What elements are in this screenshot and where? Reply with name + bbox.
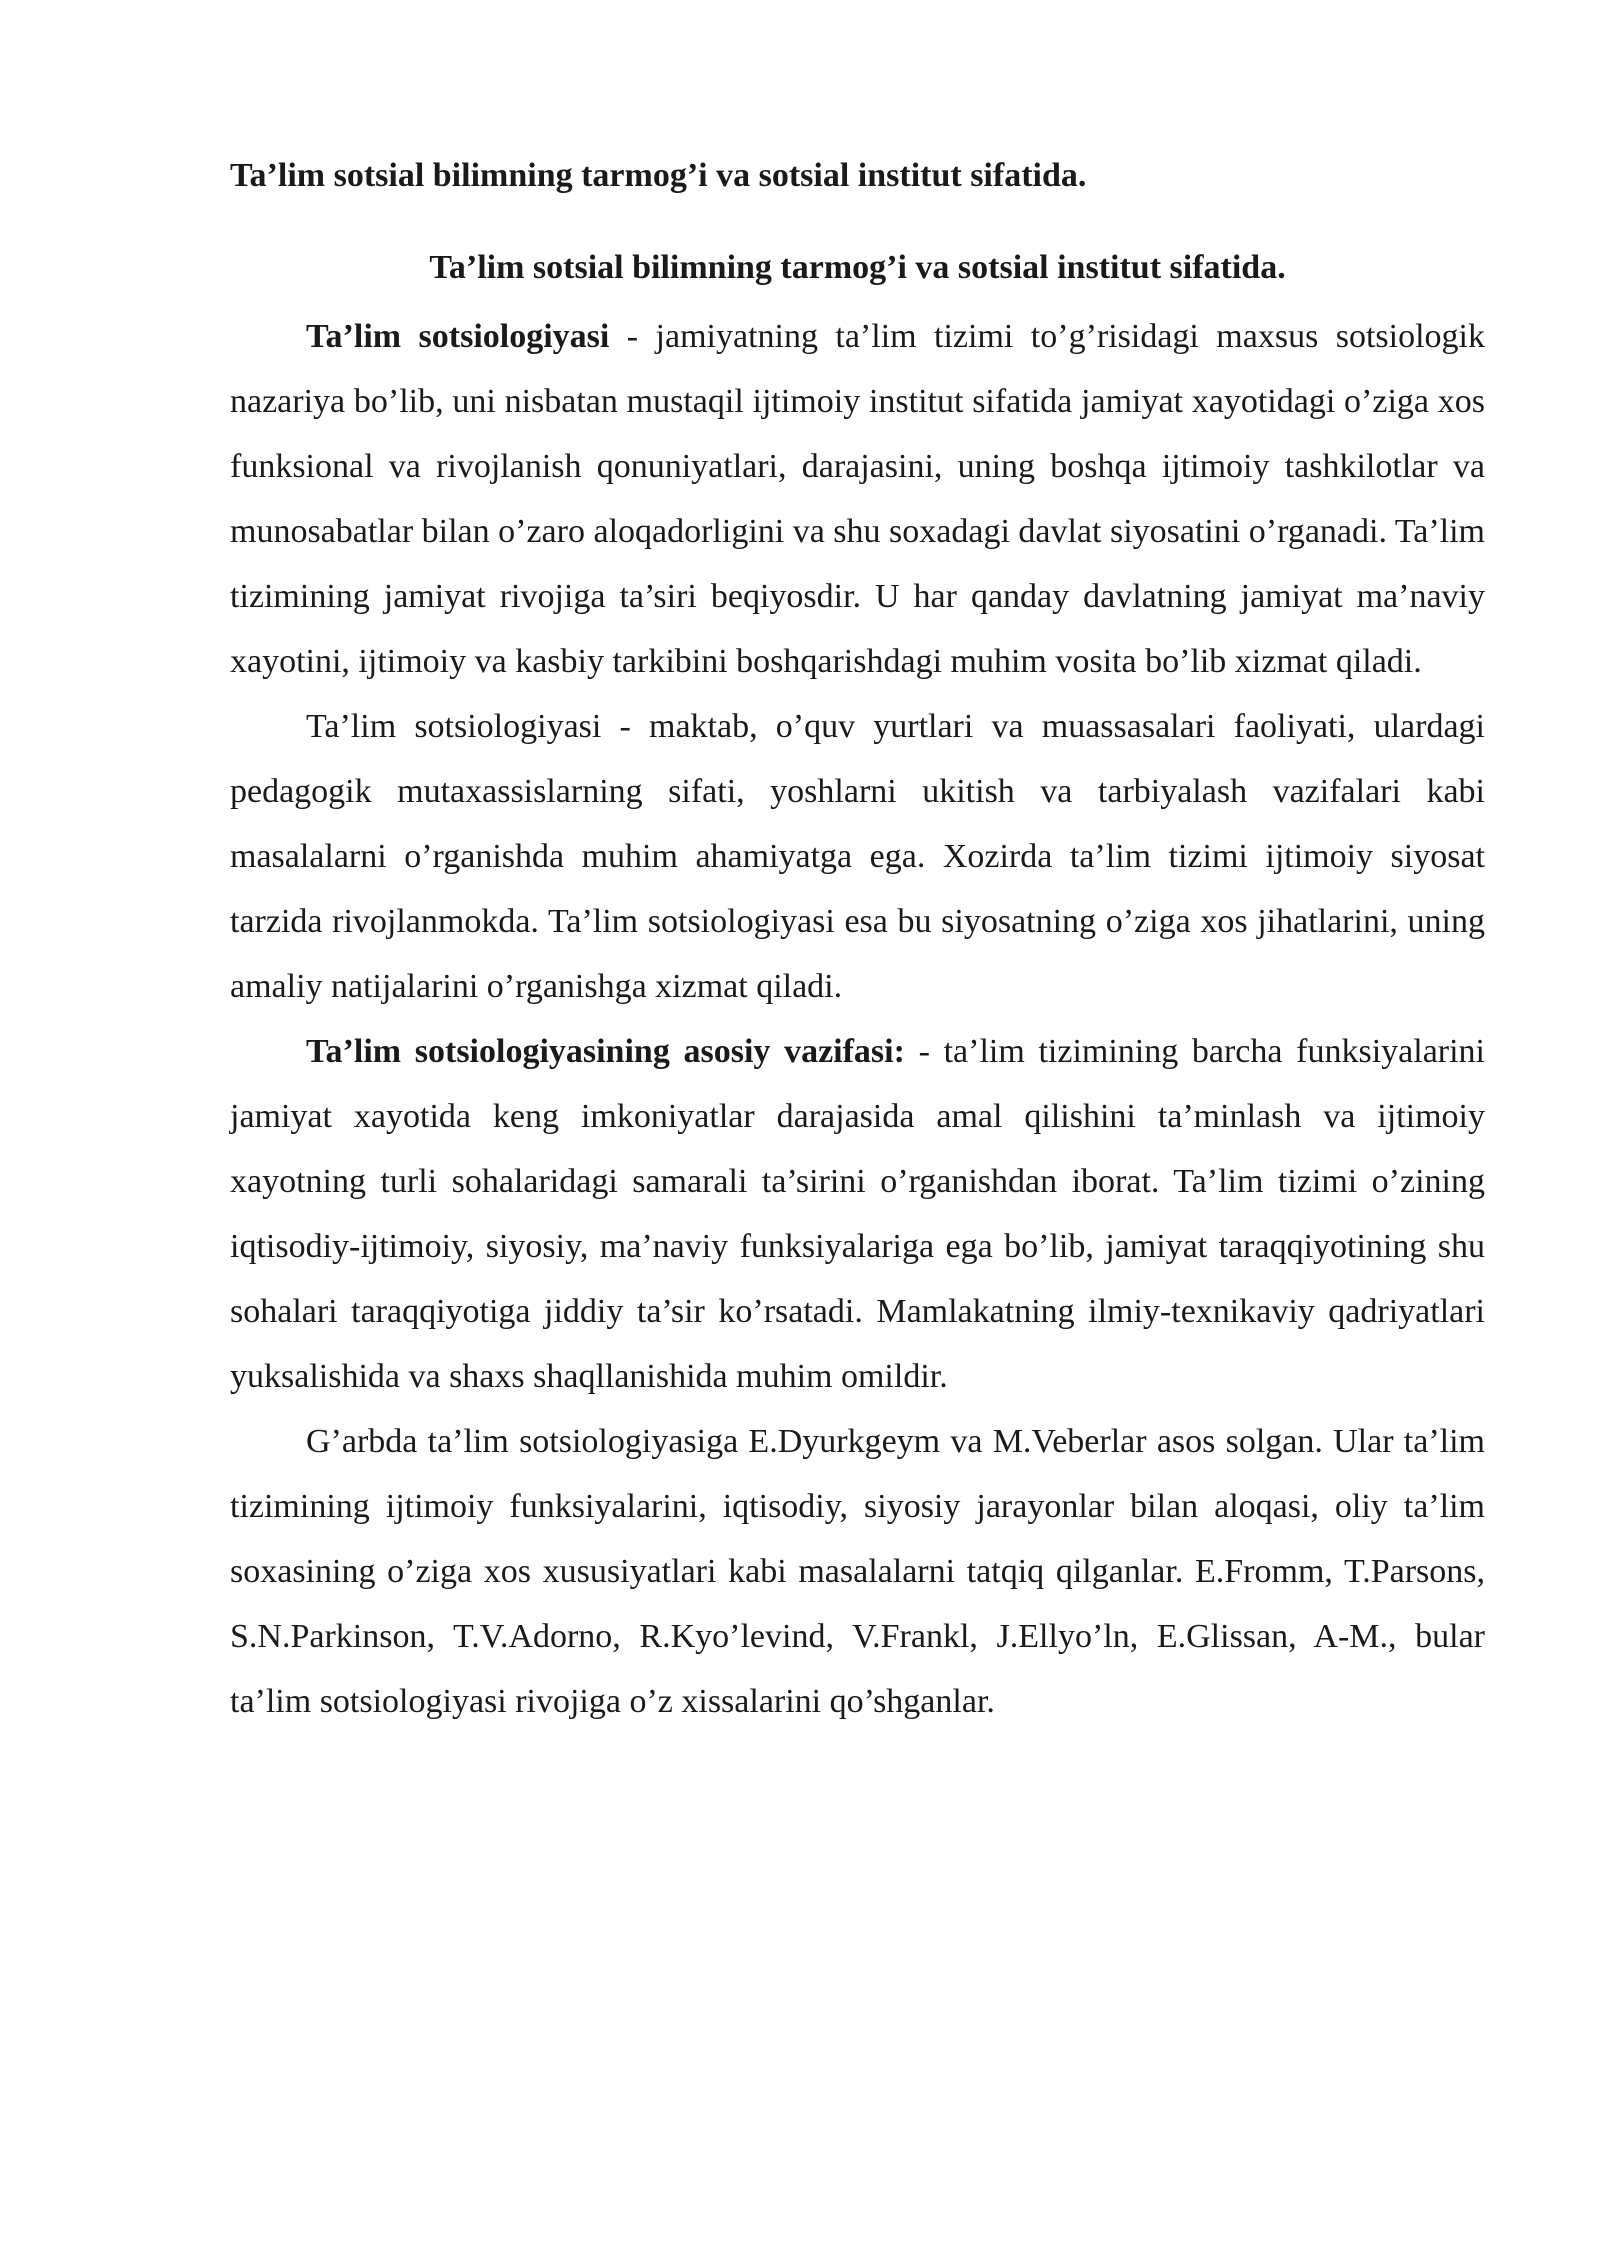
header-title: Ta’lim sotsial bilimning tarmog’i va sotsial institut sifatida. [230,157,1087,194]
paragraph-4 [230,1409,1485,1734]
paragraph-3 [230,1019,1485,1409]
page-title: Ta’lim sotsial bilimning tarmog’i va sotsial institut sifatida. [429,249,1286,286]
paragraph-1-text: - jamiyatning ta’lim tizimi to’g’risidagi maxsus sotsiologik nazariya bo’lib, uni nisbatan mustaqil ijtimoiy institut sifatida jamiyat xayotidagi o’ziga xos funksional va rivojlanish qonuniyatlari, darajasini, uning boshqa ijtimoiy tashkilotlar va munosabatlar bilan o’zaro aloqadorligini va shu soxadagi davlat siyosatini o’rganadi. Ta’lim tizimining jamiyat rivojiga ta’siri beqiyosdir. U har qanday davlatning jamiyat ma’naviy xayotini, ijtimoiy va kasbiy tarkibini boshqarishdagi muhim vosita bo’lib xizmat qiladi. [230,318,1485,680]
paragraph-2 [230,694,1485,1019]
paragraph-2-text: Ta’lim sotsiologiyasi - maktab, o’quv yurtlari va muassasalari faoliyati, ulardagi pedagogik mutaxassislarning sifati, yoshlarni ukitish va tarbiyalash vazifalari kabi masalalarni o’rganishda muhim ahamiyatga ega. Xozirda ta’lim tizimi ijtimoiy siyosat tarzida rivojlanmokda. Ta’lim sotsiologiyasi esa bu siyosatning o’ziga xos jihatlarini, uning amaliy natijalarini o’rganishga xizmat qiladi. [230,708,1485,1005]
paragraph-1-lead: Ta’lim sotsiologiyasi [306,318,610,355]
document-page [230,150,1485,1734]
paragraph-3-text: - ta’lim tizimining barcha funksiyalarini jamiyat xayotida keng imkoniyatlar darajasida amal qilishini ta’minlash va ijtimoiy xayotning turli sohalaridagi samarali ta’sirini o’rganishdan iborat. Ta’lim tizimi o’zining iqtisodiy-ijtimoiy, siyosiy, ma’naviy funksiyalariga ega bo’lib, jamiyat taraqqiyotining shu sohalari taraqqiyotiga jiddiy ta’sir ko’rsatadi. Mamlakatning ilmiy-texnikaviy qadriyatlari yuksalishida va shaxs shaqllanishida muhim omildir. [230,1033,1485,1395]
paragraph-4-text: G’arbda ta’lim sotsiologiyasiga E.Dyurkgeym va M.Veberlar asos solgan. Ular ta’lim tizimining ijtimoiy funksiyalarini, iqtisodiy, siyosiy jarayonlar bilan aloqasi, oliy ta’lim soxasining o’ziga xos xususiyatlari kabi masalalarni tatqiq qilganlar. E.Fromm, T.Parsons, S.N.Parkinson, T.V.Adorno, R.Kyo’levind, V.Frankl, J.Ellyo’ln, E.Glissan, A-M., bular ta’lim sotsiologiyasi rivojiga o’z xissalarini qo’shganlar. [230,1423,1485,1720]
paragraph-3-lead: Ta’lim sotsiologiyasining asosiy vazifasi: [306,1033,905,1070]
paragraph-1 [230,304,1485,694]
